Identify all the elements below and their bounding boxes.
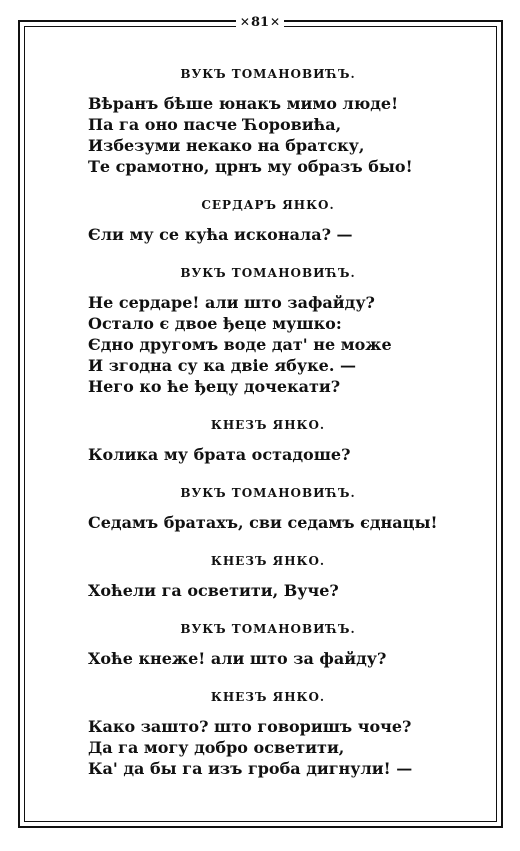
dialogue-block [88,265,448,397]
verse-line: Єли му се кућа исконала? — [88,225,353,244]
dialogue-block [88,621,448,669]
speaker-name: КНЕЗЪ ЯНКО. [210,554,326,568]
speaker-name: ВУКЪ ТОМАНОВИЋЪ. [180,266,356,280]
verse-line: Остало є двое ђеце мушко: [88,314,342,333]
speaker-name: ВУКЪ ТОМАНОВИЋЪ. [180,67,356,81]
verse-line: Избезуми некако на братску, [88,136,365,155]
verse-line: И згодна су ка двіе ябуке. — [88,356,356,375]
speaker-name: КНЕЗЪ ЯНКО. [210,418,326,432]
verse-line: Седамъ братахъ, сви седамъ єднацы! [88,513,438,532]
verse-line: Не сердаре! али што зафайду? [88,293,375,312]
verse-line: Па га оно пасче Ћоровића, [88,115,342,134]
verse-line: Него ко ће ђецу дочекати? [88,377,341,396]
verse-line: Хоће кнеже! али што за файду? [88,649,387,668]
verse-line: Єдно другомъ воде дат' не може [88,335,392,354]
dialogue-block [88,689,448,779]
verse-line: Да га могу добро осветити, [88,738,345,757]
verse-line: Како зашто? што говоришъ чоче? [88,717,412,736]
page-number [236,9,284,35]
verse-line: Те срамотно, црнъ му образъ быо! [88,157,413,176]
verse-line: Вѣранъ бѣше юнакъ мимо люде! [88,94,399,113]
speaker-name: ВУКЪ ТОМАНОВИЋЪ. [180,486,356,500]
dialogue-text [88,66,448,799]
dialogue-block [88,66,448,177]
ornament-left-icon: ✕ [239,15,250,29]
dialogue-block [88,197,448,245]
dialogue-block [88,417,448,465]
speaker-name: СЕРДАРЪ ЯНКО. [201,198,335,212]
verse-line: Ка' да бы га изъ гроба дигнули! — [88,759,413,778]
page-number-text: 81 [250,14,270,30]
speaker-name: КНЕЗЪ ЯНКО. [210,690,326,704]
verse-line: Хоћели га осветити, Вуче? [88,581,339,600]
dialogue-block [88,553,448,601]
dialogue-block [88,485,448,533]
speaker-name: ВУКЪ ТОМАНОВИЋЪ. [180,622,356,636]
verse-line: Колика му брата остадоше? [88,445,351,464]
ornament-right-icon: ✕ [270,15,281,29]
